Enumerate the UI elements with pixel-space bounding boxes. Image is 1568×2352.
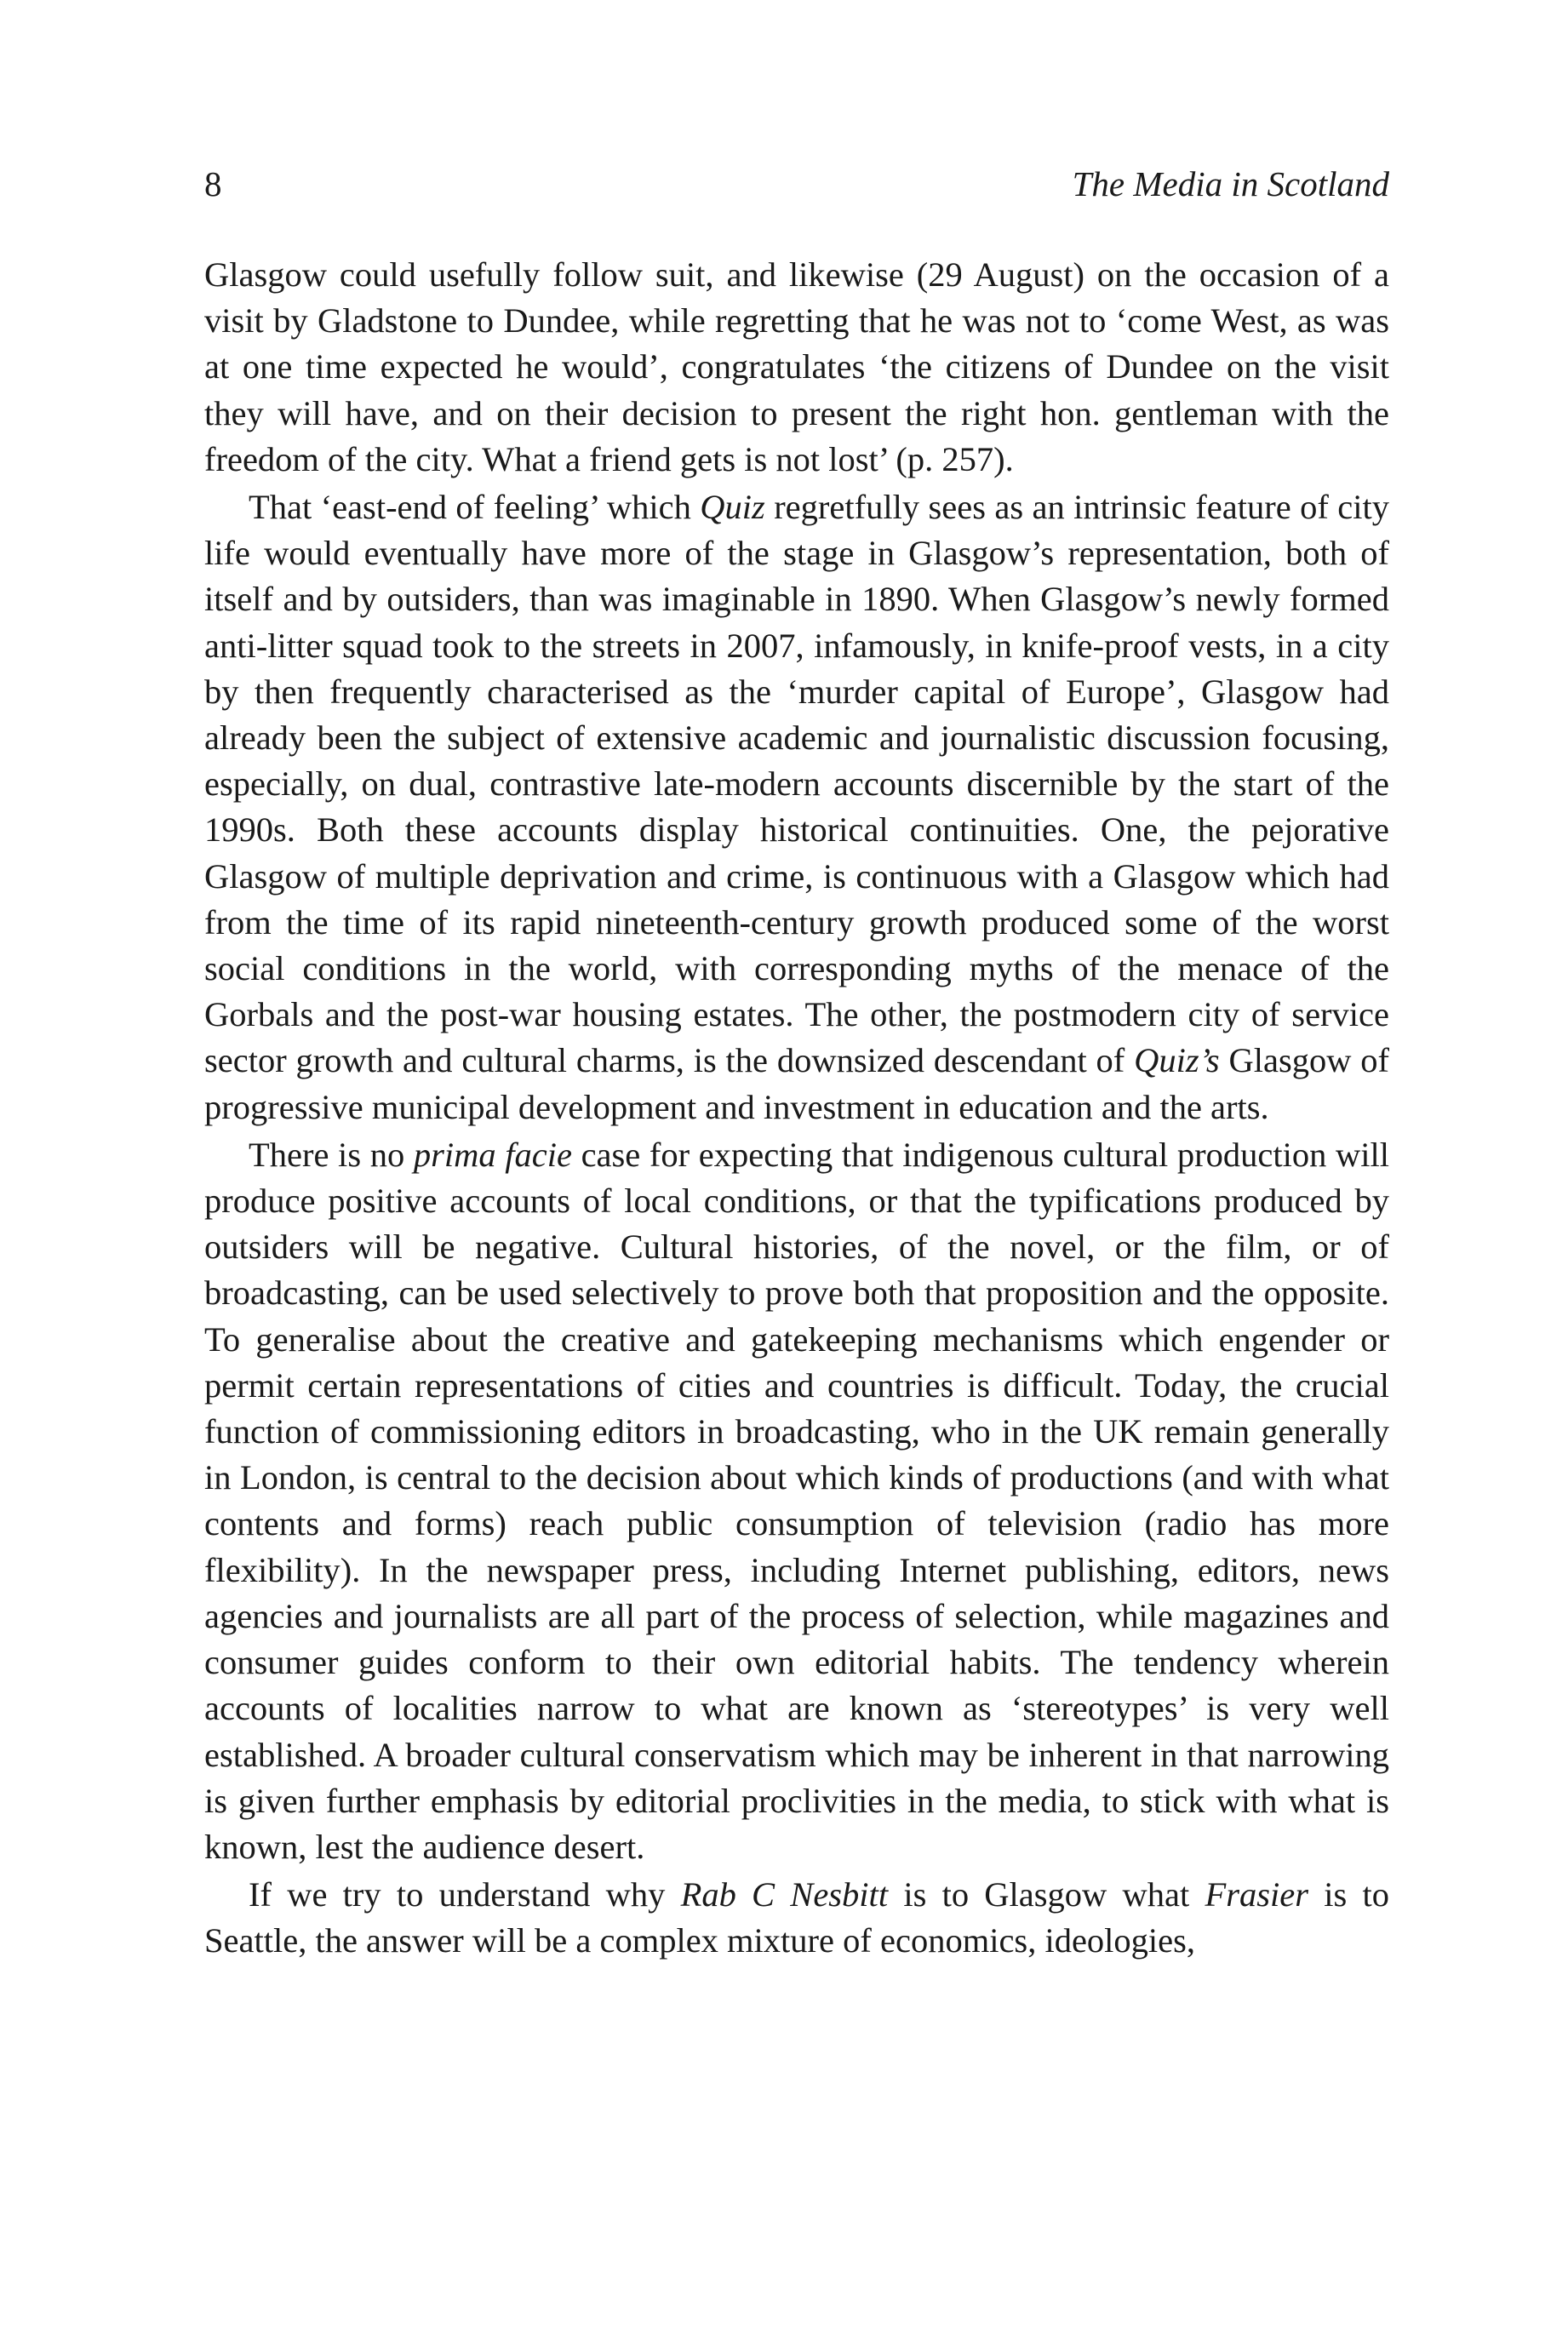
paragraph-3 [204,1132,1389,1870]
page-number: 8 [204,164,222,203]
paragraph-1-text: Glasgow could usefully follow suit, and likewise (29 August) on the occasion of a visit by Gladstone to Dundee, while regretting that he was not to ‘come West, as was at one time expected he would’, congratulates ‘the citizens of Dundee on the visit they will have, and on their decision to present the right hon. gentleman with the freedom of the city. What a friend gets is not lost’ (p. 257). [204,255,1389,478]
italic-title-quizs: Quiz’s [1134,1041,1220,1080]
paragraph-2-text-a: That ‘east-end of feeling’ which [249,488,701,527]
running-title: The Media in Scotland [1072,164,1389,203]
paragraph-2-text-b: regretfully sees as an intrinsic feature of city life would eventually have more of the stage in Glasgow’s representation, both of itself and by outsiders, than was imaginable in 1890. When Glasgow’s newly formed anti-litter squad took to the streets in 2007, infamously, in knife-proof vests, in a city by then frequently characterised as the ‘murder capital of Europe’, Glasgow had already been the subject of extensive academic and journalistic discussion focusing, especially, on dual, contrastive late-modern accounts discernible by the start of the 1990s. Both these accounts display historical continuities. One, the pejorative Glasgow of multiple deprivation and crime, is continuous with a Glasgow which had from the time of its rapid nineteenth-century growth produced some of the worst social conditions in the world, with corresponding myths of the menace of the Gorbals and the post-war housing estates. The other, the postmodern city of service sector growth and cultural charms, is the downsized descendant of [204,488,1389,1080]
body-text [204,252,1389,1965]
paragraph-3-text-a: There is no [249,1135,414,1174]
paragraph-4 [204,1872,1389,1964]
italic-title-quiz: Quiz [700,488,765,527]
paragraph-2 [204,484,1389,1130]
paragraph-4-text-a: If we try to understand why [249,1875,681,1914]
italic-prima-facie: prima facie [413,1135,572,1174]
paragraph-4-text-b: is to Glasgow what [888,1875,1205,1914]
paragraph-2-text-c: Glasgow of progressive municipal development and investment in education and the arts. [204,1041,1389,1126]
running-head [204,158,1389,209]
paragraph-3-text-b: case for expecting that indigenous cultural production will produce positive accounts of local conditions, or that the typifications produced by outsiders will be negative. Cultural histories, of the novel, or the film, or of broadcasting, can be used selectively to prove both that proposition and the opposite. To generalise about the creative and gatekeeping mechanisms which engender or permit certain representations of cities and countries is difficult. Today, the crucial function of commissioning editors in broadcasting, who in the UK remain generally in London, is central to the decision about which kinds of productions (and with what contents and forms) reach public consumption of television (radio has more flexibility). In the newspaper press, including Internet publishing, editors, news agencies and journalists are all part of the process of selection, while magazines and consumer guides conform to their own editorial habits. The tendency wherein accounts of localities narrow to what are known as ‘stereotypes’ is very well established. A broader cultural conservatism which may be inherent in that narrowing is given further emphasis by editorial proclivities in the media, to stick with what is known, lest the audience desert. [204,1135,1389,1866]
paragraph-1 [204,252,1389,483]
italic-title-frasier: Frasier [1205,1875,1309,1914]
paragraph-4-text-c: is to Seattle, the answer will be a complex mixture of economics, ideologies, [204,1875,1390,1960]
italic-title-rab-c-nesbitt: Rab C Nesbitt [680,1875,889,1914]
